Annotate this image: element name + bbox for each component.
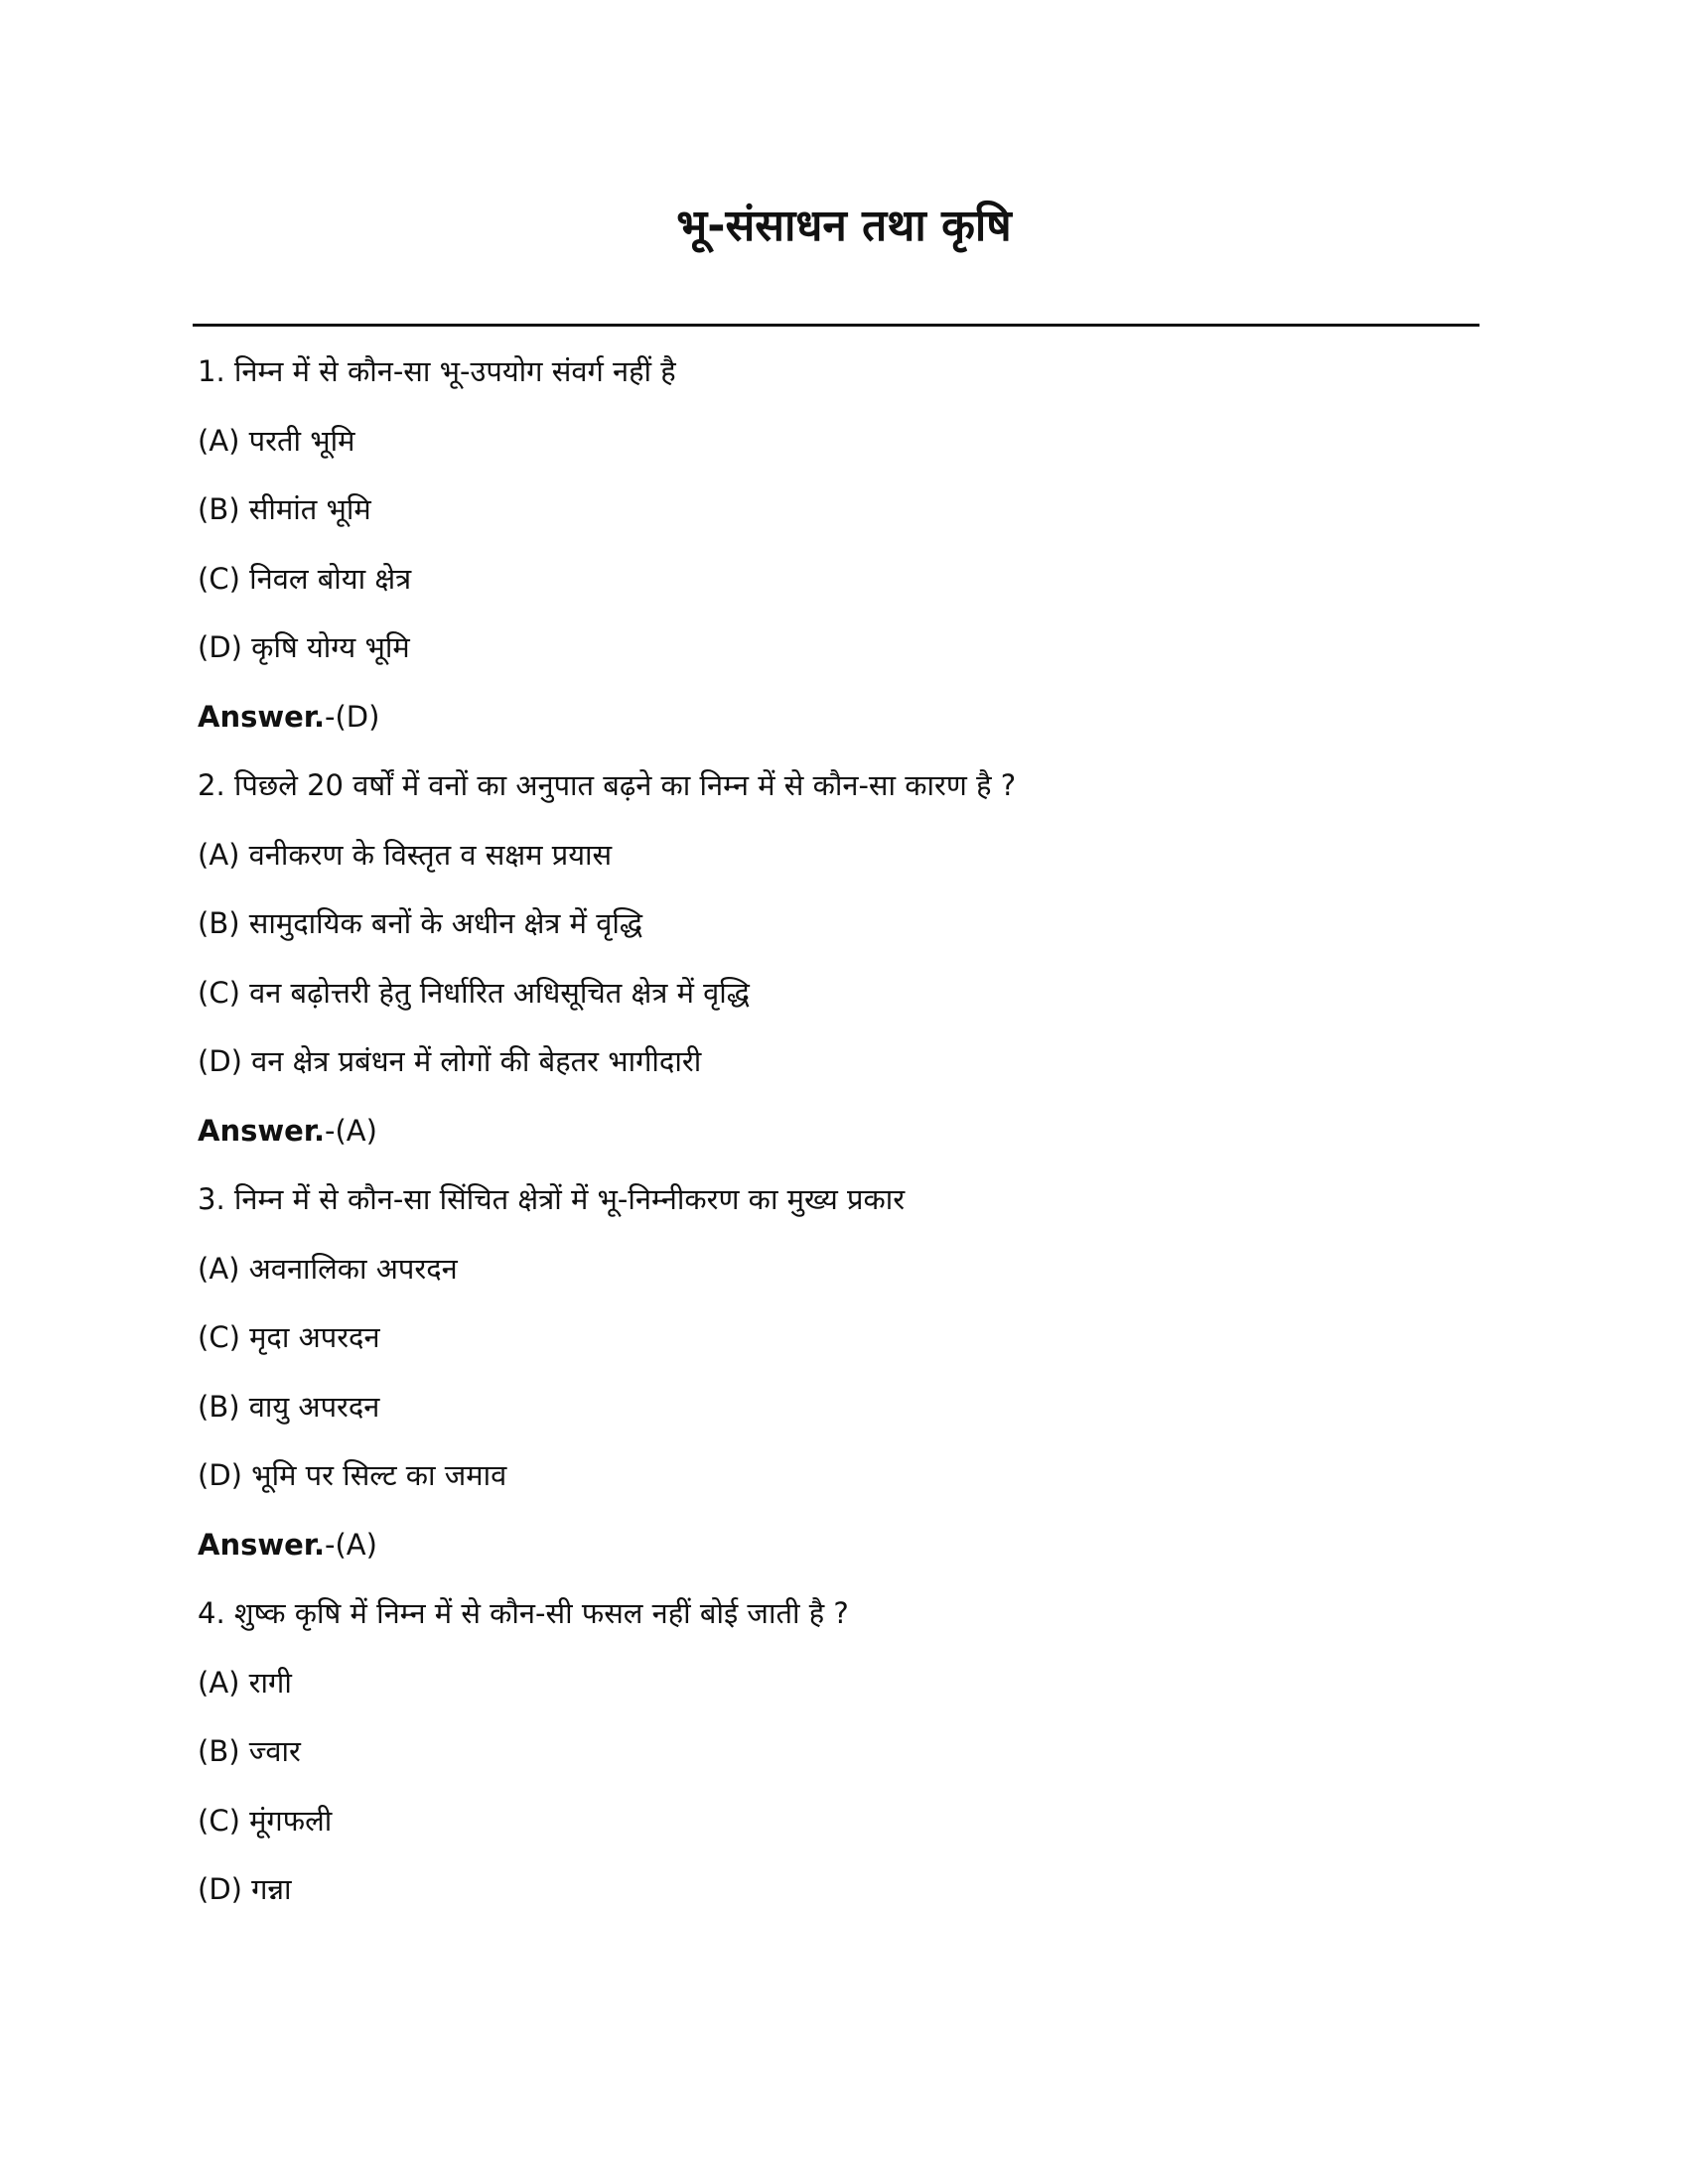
title-divider	[193, 324, 1479, 327]
question-text: 3. निम्न में से कौन-सा सिंचित क्षेत्रों में भू-निम्नीकरण का मुख्य प्रकार	[198, 1182, 906, 1216]
option: (B) ज्वार	[198, 1734, 301, 1768]
answer-line	[198, 1097, 1478, 1166]
option: (C) वन बढ़ोत्तरी हेतु निर्धारित अधिसूचित क्षेत्र में वृद्धि	[198, 975, 750, 1010]
option: (B) सीमांत भूमि	[198, 492, 371, 526]
option: (B) सामुदायिक बनों के अधीन क्षेत्र में वृद्धि	[198, 906, 643, 940]
option: (A) परती भूमि	[198, 423, 355, 458]
question-text: 1. निम्न में से कौन-सा भू-उपयोग संवर्ग नहीं है	[198, 354, 676, 388]
option: (A) वनीकरण के विस्तृत व सक्षम प्रयास	[198, 837, 613, 872]
answer-value: -(A)	[325, 1527, 377, 1562]
question-list	[198, 338, 1478, 1925]
answer-label: Answer.	[198, 1527, 325, 1562]
answer-value: -(A)	[325, 1113, 377, 1148]
option: (B) वायु अपरदन	[198, 1389, 380, 1424]
question-text: 4. शुष्क कृषि में निम्न में से कौन-सी फसल नहीं बोई जाती है ?	[198, 1596, 849, 1630]
option: (C) मूंगफली	[198, 1803, 333, 1838]
answer-line	[198, 1511, 1478, 1580]
question-text: 2. पिछले 20 वर्षों में वनों का अनुपात बढ़ने का निम्न में से कौन-सा कारण है ?	[198, 768, 1017, 802]
option: (D) भूमि पर सिल्ट का जमाव	[198, 1458, 507, 1492]
option: (D) कृषि योग्य भूमि	[198, 630, 410, 664]
option: (A) अवनालिका अपरदन	[198, 1251, 458, 1286]
answer-label: Answer.	[198, 699, 325, 734]
answer-value: -(D)	[325, 699, 380, 734]
option: (D) गन्ना	[198, 1872, 292, 1906]
answer-label: Answer.	[198, 1113, 325, 1148]
option: (C) निवल बोया क्षेत्र	[198, 561, 412, 596]
option: (D) वन क्षेत्र प्रबंधन में लोगों की बेहतर भागीदारी	[198, 1044, 702, 1078]
option: (A) रागी	[198, 1665, 292, 1700]
page-title: भू-संसाधन तथा कृषि	[676, 201, 1012, 251]
answer-line	[198, 683, 1478, 752]
option: (C) मृदा अपरदन	[198, 1320, 380, 1354]
